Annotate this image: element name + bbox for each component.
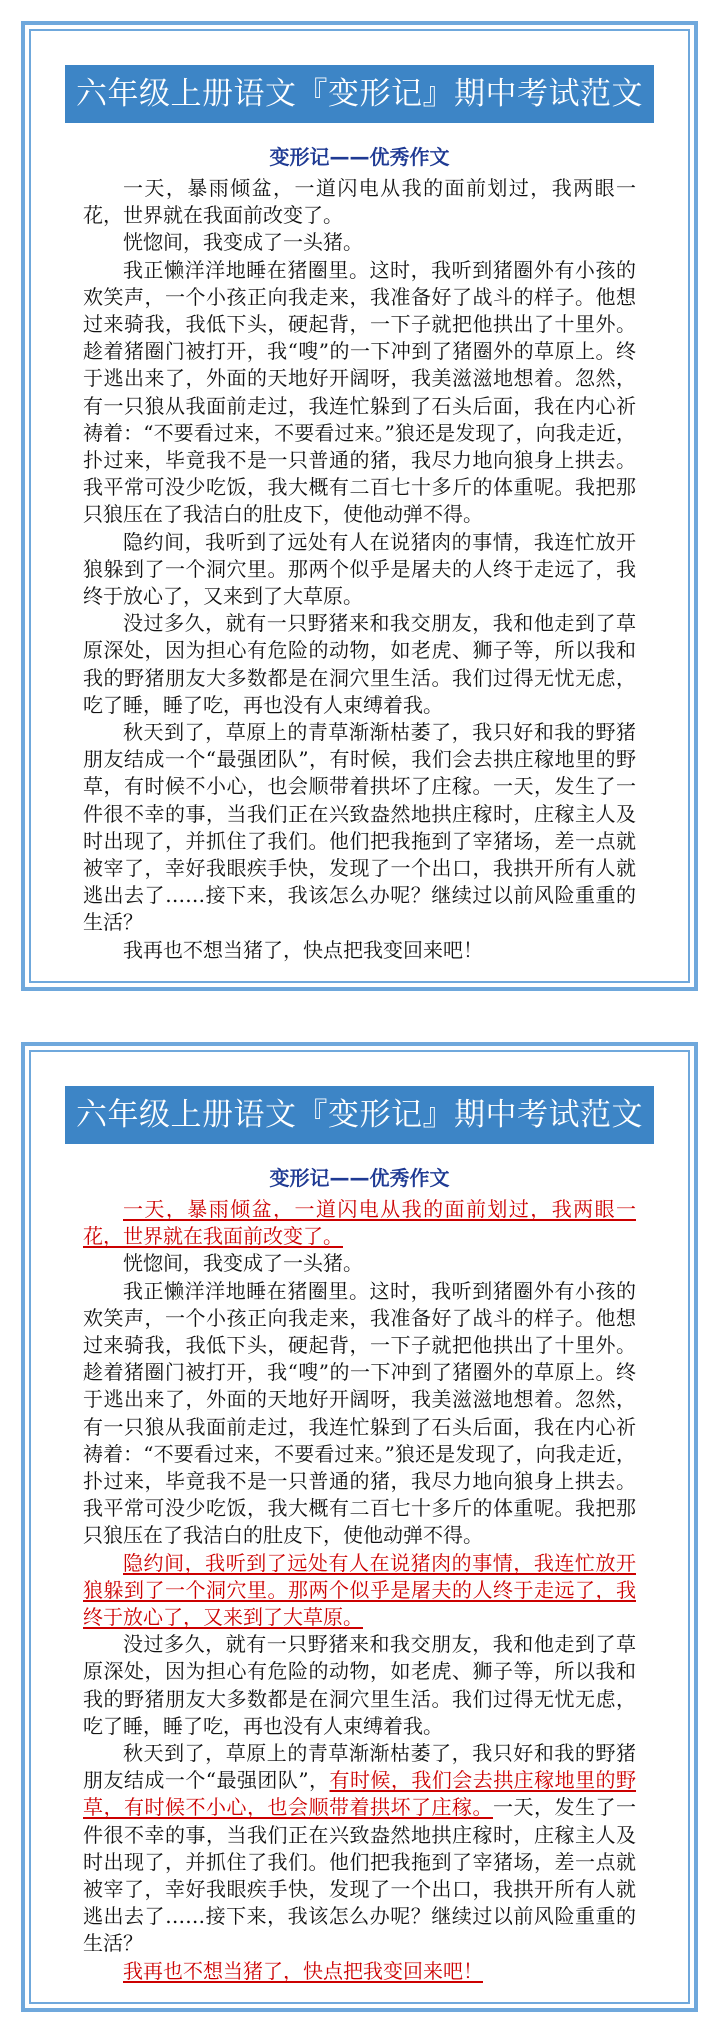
paragraph-6-after: 一天，发生了一件很不幸的事，当我们正在兴致盎然地拱庄稼时，庄稼主人及时出现了，并抓住了我们。他们把我拖到了宰猪场，差一点就被宰了，幸好我眼疾手快，发现了一个出口，我拱开所有人就逃出去了……接下来，我该怎么办呢？继续过以前风险重重的生活？ (83, 1795, 636, 1956)
paragraph-5: 没过多久，就有一只野猪来和我交朋友，我和他走到了草原深处，因为担心有危险的动物，如老虎、狮子等，所以我和我的野猪朋友大多数都是在洞穴里生活。我们过得无忧无虑，吃了睡，睡了吃，再也没有人束缚着我。 (83, 611, 636, 717)
essay-subtitle: 变形记——优秀作文 (269, 145, 450, 169)
paragraph-4: 隐约间，我听到了远处有人在说猪肉的事情，我连忙放开狼躲到了一个洞穴里。那两个似乎是屠夫的人终于走远了，我终于放心了，又来到了大草原。 (83, 529, 636, 609)
paragraph-2: 恍惚间，我变成了一头猪。 (123, 1251, 363, 1276)
paragraph-7-highlighted (83, 1958, 636, 1985)
title-banner-2: 六年级上册语文『变形记』期中考试范文 (65, 1086, 654, 1144)
paragraph-6: 秋天到了，草原上的青草渐渐枯萎了，我只好和我的野猪朋友结成一个“最强团队”，有时候，我们会去拱庄稼地里的野草，有时候不小心，也会顺带着拱坏了庄稼。一天，发生了一件很不幸的事，当我们正在兴致盎然地拱庄稼时，庄稼主人及时出现了，并抓住了我们。他们把我拖到了宰猪场，差一点就被宰了，幸好我眼疾手快，发现了一个出口，我拱开所有人就逃出去了……接下来，我该怎么办呢？继续过以前风险重重的生活？ (83, 720, 636, 935)
paragraph-1: 一天，暴雨倾盆，一道闪电从我的面前划过，我两眼一花，世界就在我面前改变了。 (83, 176, 636, 228)
highlight-paragraph-4: 隐约间，我听到了远处有人在说猪肉的事情，我连忙放开狼躲到了一个洞穴里。那两个似乎是屠夫的人终于走远了，我终于放心了，又来到了大草原。 (83, 1550, 636, 1630)
title-banner: 六年级上册语文『变形记』期中考试范文 (65, 65, 654, 123)
paragraph-3: 我正懒洋洋地睡在猪圈里。这时，我听到猪圈外有小孩的欢笑声，一个小孩正向我走来，我准备好了战斗的样子。他想过来骑我，我低下头，硬起背，一下子就把他拱出了十里外。趁着猪圈门被打开，我“嗖”的一下冲到了猪圈外的草原上。终于逃出来了，外面的天地好开阔呀，我美滋滋地想着。忽然，有一只狼从我面前走过，我连忙躲到了石头后面，我在内心祈祷着：“不要看过来，不要看过来。”狼还是发现了，向我走近，扑过来，毕竟我不是一只普通的猪，我尽力地向狼身上拱去。我平常可没少吃饭，我大概有二百七十多斤的体重呢。我把那只狼压在了我洁白的肚皮下，使他动弹不得。 (83, 1278, 636, 1548)
highlight-closing: 我再也不想当猪了，快点把我变回来吧！ (123, 1958, 483, 1983)
paragraph-5: 没过多久，就有一只野猪来和我交朋友，我和他走到了草原深处，因为担心有危险的动物，如老虎、狮子等，所以我和我的野猪朋友大多数都是在洞穴里生活。我们过得无忧无虑，吃了睡，睡了吃，再也没有人束缚着我。 (83, 1632, 636, 1738)
highlight-opening: 一天，暴雨倾盆，一道闪电从我的面前划过，我两眼一花，世界就在我面前改变了。 (83, 1197, 636, 1249)
paragraph-3: 我正懒洋洋地睡在猪圈里。这时，我听到猪圈外有小孩的欢笑声，一个小孩正向我走来，我准备好了战斗的样子。他想过来骑我，我低下头，硬起背，一下子就把他拱出了十里外。趁着猪圈门被打开，我“嗖”的一下冲到了猪圈外的草原上。终于逃出来了，外面的天地好开阔呀，我美滋滋地想着。忽然，有一只狼从我面前走过，我连忙躲到了石头后面，我在内心祈祷着：“不要看过来，不要看过来。”狼还是发现了，向我走近，扑过来，毕竟我不是一只普通的猪，我尽力地向狼身上拱去。我平常可没少吃饭，我大概有二百七十多斤的体重呢。我把那只狼压在了我洁白的肚皮下，使他动弹不得。 (83, 257, 636, 527)
essay-body (83, 175, 636, 964)
essay-subtitle-2: 变形记——优秀作文 (269, 1166, 450, 1190)
paragraph-6-before: 秋天到了，草原上的青草渐渐枯萎了，我只好和我的野猪朋友结成一个“最强团队”， (83, 1741, 636, 1793)
essay-panel-annotated (21, 1042, 698, 2012)
paragraph-6-annotated (83, 1740, 636, 1958)
highlight-paragraph-6: 有时候，我们会去拱庄稼地里的野草，有时候不小心，也会顺带着拱坏了庄稼。 (83, 1768, 637, 1820)
paragraph-7: 我再也不想当猪了，快点把我变回来吧！ (123, 937, 483, 962)
essay-body-annotated (83, 1196, 636, 1985)
paragraph-2: 恍惚间，我变成了一头猪。 (123, 230, 363, 255)
paragraph-1-highlighted (83, 1196, 636, 1250)
essay-panel-plain (21, 21, 698, 991)
paragraph-4-highlighted (83, 1550, 636, 1632)
